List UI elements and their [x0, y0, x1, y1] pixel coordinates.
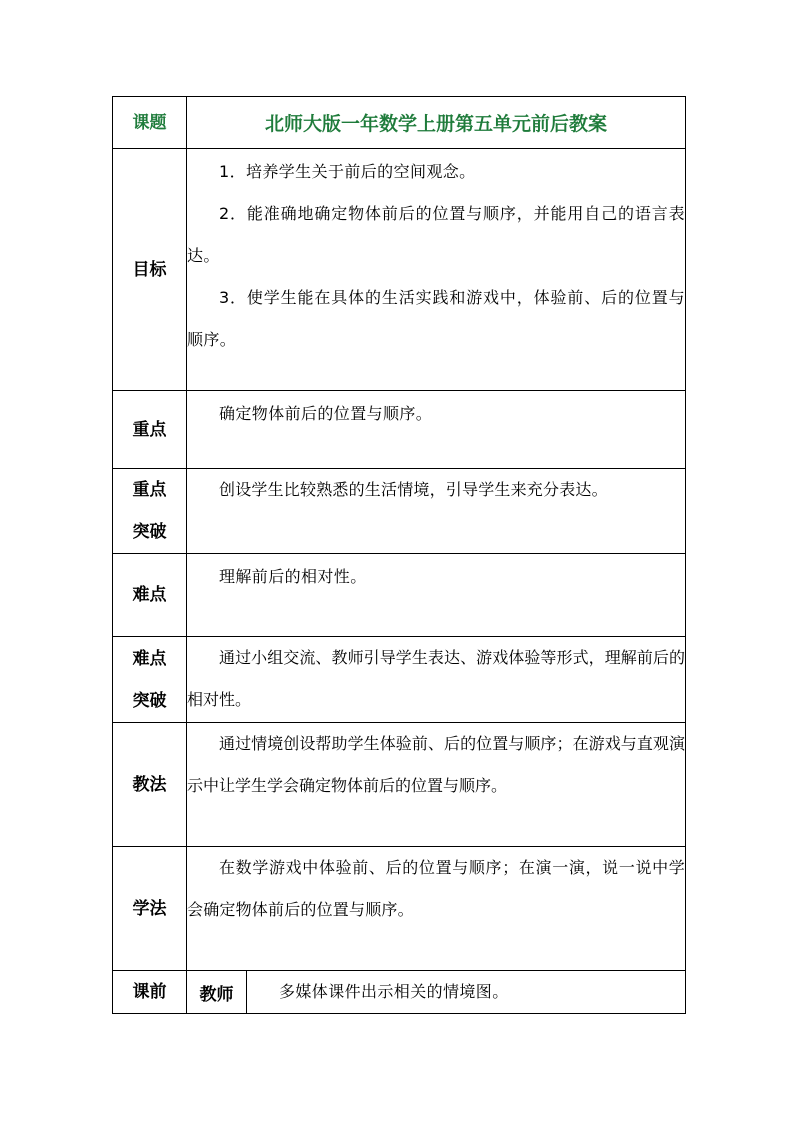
teaching-method-text: 通过情境创设帮助学生体验前、后的位置与顺序；在游戏与直观演示中让学生学会确定物体前后的位置与顺序。: [187, 734, 686, 795]
goal-item-3: 3．使学生能在具体的生活实践和游戏中，体验前、后的位置与顺序。: [187, 288, 686, 349]
teaching-method-row: [113, 723, 686, 847]
key-points-row: [113, 391, 686, 469]
difficulty-text: 理解前后的相对性。: [219, 567, 367, 586]
difficulty-content: [187, 554, 686, 637]
difficulty-breakthrough-content: [187, 637, 686, 723]
teaching-method-content: [187, 723, 686, 847]
key-breakthrough-row: [113, 469, 686, 554]
pre-class-text: 多媒体课件出示相关的情境图。: [279, 982, 509, 1001]
pre-class-content: [247, 971, 686, 1014]
key-breakthrough-label-line2: 突破: [132, 522, 167, 542]
key-breakthrough-content: [187, 469, 686, 554]
learning-method-text: 在数学游戏中体验前、后的位置与顺序；在演一演，说一说中学会确定物体前后的位置与顺序。: [187, 858, 686, 919]
learning-method-row: [113, 847, 686, 971]
difficulty-row: [113, 554, 686, 637]
pre-class-row: [113, 971, 686, 1014]
title-label: 课题: [113, 97, 187, 149]
teacher-sub-label: 教师: [187, 971, 247, 1014]
goal-item-1: 1．培养学生关于前后的空间观念。: [219, 162, 476, 181]
key-breakthrough-text: 创设学生比较熟悉的生活情境，引导学生来充分表达。: [219, 480, 608, 499]
learning-method-content: [187, 847, 686, 971]
teaching-method-label: 教法: [113, 723, 187, 847]
title-row: [113, 97, 686, 149]
difficulty-breakthrough-label-line1: 难点: [132, 648, 167, 669]
goals-label: 目标: [113, 149, 187, 391]
key-points-text: 确定物体前后的位置与顺序。: [219, 404, 433, 423]
difficulty-breakthrough-label: [113, 637, 187, 723]
goals-content: [187, 149, 686, 391]
key-points-label: 重点: [113, 391, 187, 469]
difficulty-breakthrough-text: 通过小组交流、教师引导学生表达、游戏体验等形式，理解前后的相对性。: [187, 648, 686, 709]
difficulty-label: 难点: [113, 554, 187, 637]
difficulty-breakthrough-row: [113, 637, 686, 723]
goal-item-2: 2．能准确地确定物体前后的位置与顺序，并能用自己的语言表达。: [187, 204, 686, 265]
goals-row: [113, 149, 686, 391]
document-title: 北师大版一年数学上册第五单元前后教案: [187, 97, 686, 149]
key-points-content: [187, 391, 686, 469]
learning-method-label: 学法: [113, 847, 187, 971]
difficulty-breakthrough-label-line2: 突破: [132, 690, 167, 711]
pre-class-label: 课前: [113, 971, 187, 1014]
key-breakthrough-label-line1: 重点: [132, 480, 167, 500]
lesson-plan-table: [112, 96, 686, 1014]
key-breakthrough-label: [113, 469, 187, 554]
